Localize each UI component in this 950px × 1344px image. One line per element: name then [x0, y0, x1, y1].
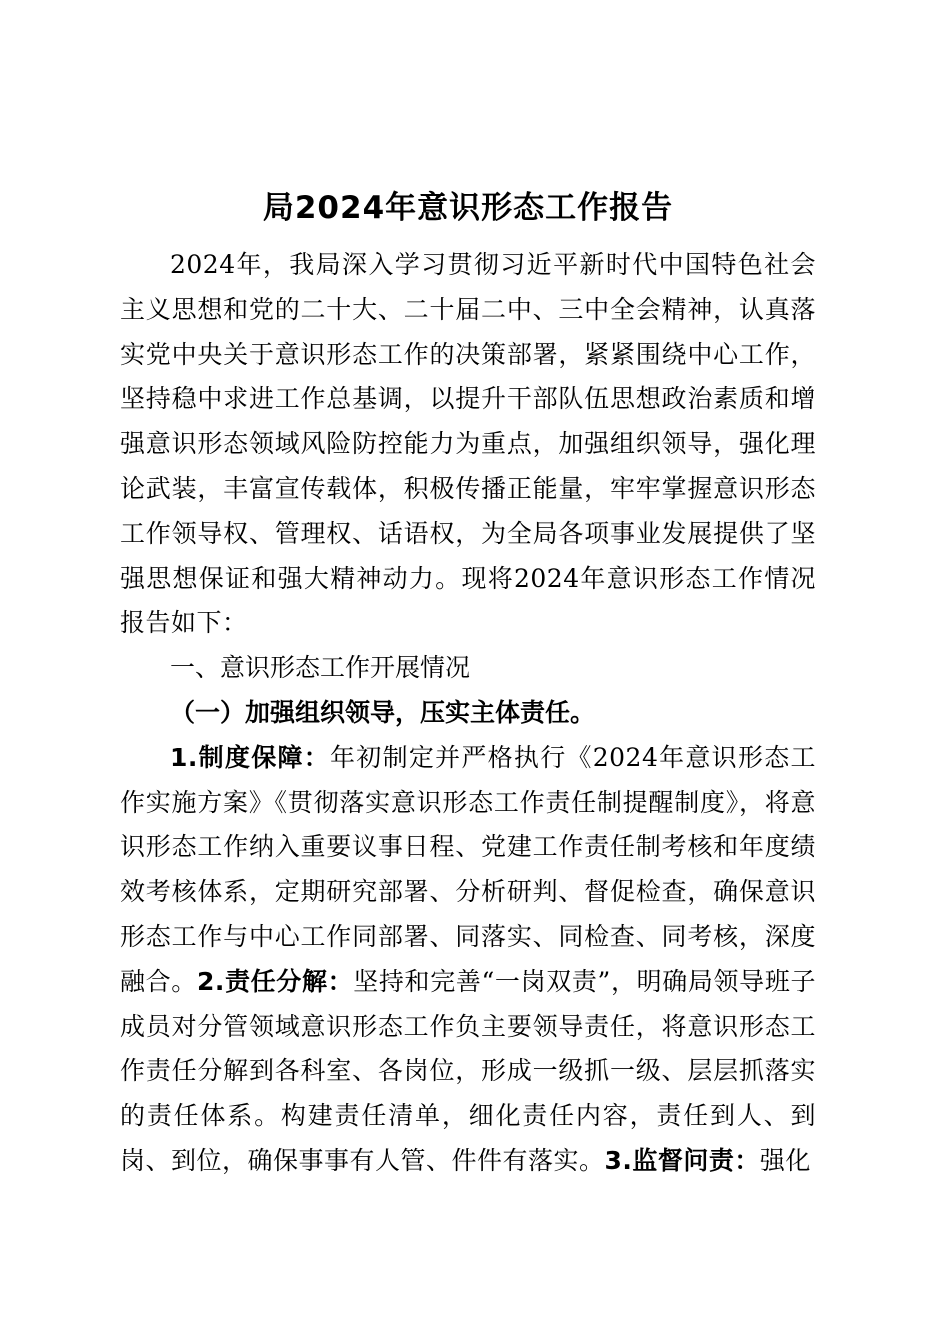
- item2-label: 2.责任分解：: [196, 966, 354, 996]
- document-title: 局2024年意识形态工作报告: [262, 190, 674, 226]
- subsection-heading-1: （一）加强组织领导，压实主体责任。: [170, 697, 596, 727]
- item-paragraph: [120, 736, 816, 1184]
- document-page: [120, 185, 816, 1184]
- item2-text: 坚持和完善“一岗双责”，明确局领导班子成员对分管领域意识形态工作负主要领导责任，将意识形态工作责任分解到各科室、各岗位，形成一级抓一级、层层抓落实的责任体系。构建责任清单，细化责任内容，责任到人、到岗、到位，确保事事有人管、件件有落实。: [120, 966, 816, 1175]
- item3-text: 强化: [759, 1145, 811, 1175]
- item1-label: 1.制度保障：: [170, 742, 331, 772]
- intro-paragraph: 2024年，我局深入学习贯彻习近平新时代中国特色社会主义思想和党的二十大、二十届二中、三中全会精神，认真落实党中央关于意识形态工作的决策部署，紧紧围绕中心工作，坚持稳中求进工作总基调，以提升干部队伍思想政治素质和增强意识形态领域风险防控能力为重点，加强组织领导，强化理论武装，丰富宣传载体，积极传播正能量，牢牢掌握意识形态工作领导权、管理权、话语权，为全局各项事业发展提供了坚强思想保证和强大精神动力。现将2024年意识形态工作情况报告如下：: [120, 250, 816, 638]
- section-heading-1: 一、意识形态工作开展情况: [170, 653, 471, 683]
- item3-label: 3.监督问责：: [604, 1145, 760, 1175]
- item1-text: 年初制定并严格执行《2024年意识形态工作实施方案》《贯彻落实意识形态工作责任制提醒制度》，将意识形态工作纳入重要议事日程、党建工作责任制考核和年度绩效考核体系，定期研究部署、分析研判、督促检查，确保意识形态工作与中心工作同部署、同落实、同检查、同考核，深度融合。: [120, 742, 816, 996]
